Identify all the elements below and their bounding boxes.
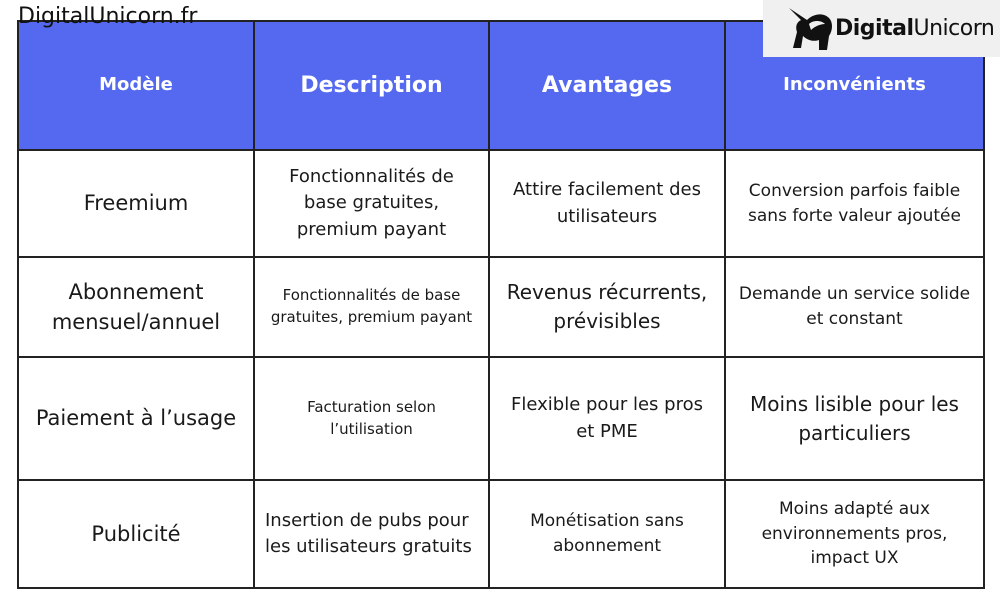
business-models-table: [17, 20, 985, 589]
brand-logo: [763, 0, 1000, 57]
header-advantages: Avantages: [489, 21, 725, 150]
cell-model: Abonnement mensuel/annuel: [18, 257, 254, 357]
cell-description: Fonctionnalités de base gratuites, premium payant: [254, 257, 489, 357]
cell-drawbacks: Moins adapté aux environnements pros, impact UX: [725, 480, 984, 588]
table-row: [18, 357, 984, 480]
unicorn-icon: [783, 4, 835, 54]
cell-advantages: Flexible pour les pros et PME: [489, 357, 725, 480]
header-description: Description: [254, 21, 489, 150]
header-model: Modèle: [18, 21, 254, 150]
cell-drawbacks: Moins lisible pour les particuliers: [725, 357, 984, 480]
logo-text-light: Unicorn: [913, 16, 995, 41]
header-drawbacks: Inconvénients: [725, 21, 984, 150]
cell-description: Fonctionnalités de base gratuites, premium payant: [254, 150, 489, 257]
cell-description: Insertion de pubs pour les utilisateurs gratuits: [254, 480, 489, 588]
cell-drawbacks: Conversion parfois faible sans forte valeur ajoutée: [725, 150, 984, 257]
watermark-text: DigitalUnicorn.fr: [18, 4, 198, 29]
cell-drawbacks: Demande un service solide et constant: [725, 257, 984, 357]
table-row: [18, 480, 984, 588]
logo-text: [835, 16, 994, 41]
cell-model: Paiement à l’usage: [18, 357, 254, 480]
cell-advantages: Revenus récurrents, prévisibles: [489, 257, 725, 357]
table-row: [18, 257, 984, 357]
cell-model: Publicité: [18, 480, 254, 588]
table-row: [18, 150, 984, 257]
logo-text-bold: Digital: [835, 16, 914, 41]
cell-advantages: Attire facilement des utilisateurs: [489, 150, 725, 257]
cell-description: Facturation selon l’utilisation: [254, 357, 489, 480]
cell-advantages: Monétisation sans abonnement: [489, 480, 725, 588]
cell-model: Freemium: [18, 150, 254, 257]
